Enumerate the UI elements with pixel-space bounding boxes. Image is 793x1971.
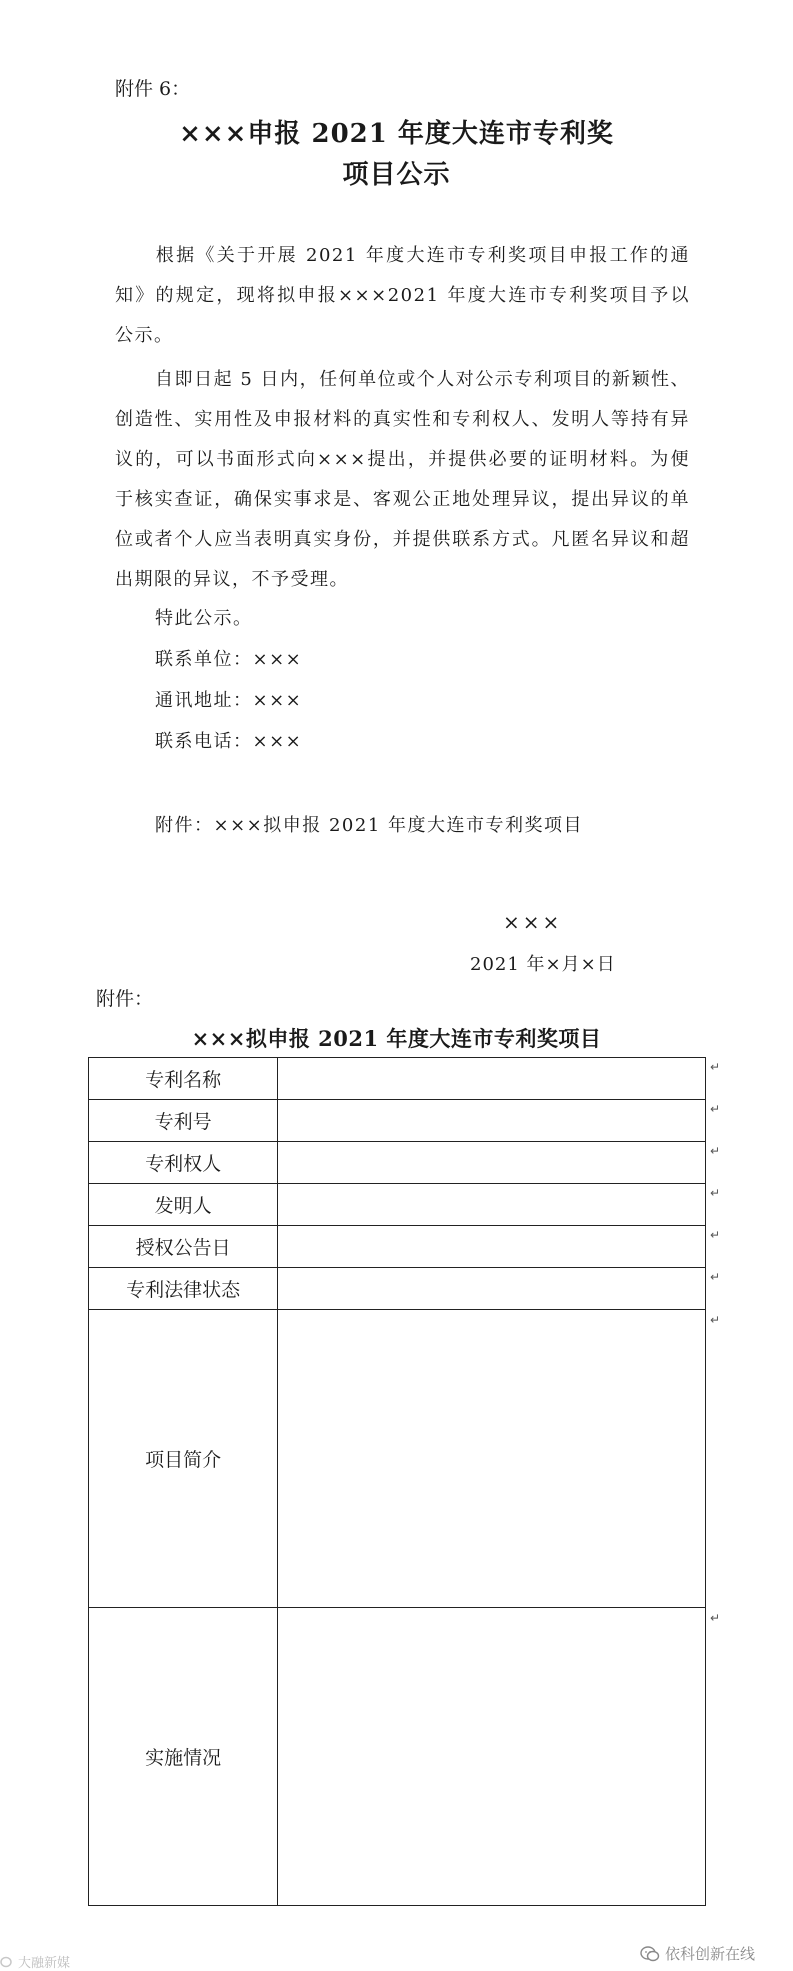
row-label-inventor: 发明人 xyxy=(89,1184,278,1226)
table-row xyxy=(89,1142,706,1184)
attachment-label: 附件 6： xyxy=(115,78,191,100)
table-row xyxy=(89,1608,706,1906)
paragraph-objection xyxy=(115,360,690,600)
paragraph-intro xyxy=(115,236,690,356)
row-label-patent-number: 专利号 xyxy=(89,1100,278,1142)
contact-unit: 联系单位：××× xyxy=(155,649,303,670)
signature-org: ××× xyxy=(503,910,563,934)
row-label-project-intro: 项目简介 xyxy=(89,1310,278,1608)
watermark-right-text: 依科创新在线 xyxy=(665,1945,756,1963)
wechat-icon xyxy=(640,1945,660,1963)
document-subtitle: 项目公示 xyxy=(342,160,451,190)
row-value-patent-number xyxy=(278,1100,706,1142)
table-row xyxy=(89,1100,706,1142)
watermark-right xyxy=(640,1943,755,1964)
row-value-patentee xyxy=(278,1142,706,1184)
patent-info-table xyxy=(88,1057,706,1906)
row-label-grant-date: 授权公告日 xyxy=(89,1226,278,1268)
paragraph-objection-text: 自即日起 5 日内，任何单位或个人对公示专利项目的新颖性、创造性、实用性及申报材料的真实性和专利权人、发明人等持有异议的，可以书面形式向×××提出，并提供必要的证明材料。为便于核实查证，确保实事求是、客观公正地处理异议，提出异议的单位或者个人应当表明真实身份，并提供联系方式。凡匿名异议和超出期限的异议，不予受理。 xyxy=(115,369,690,590)
paragraph-mark: ↵ xyxy=(710,1060,721,1074)
signature-date: 2021 年×月×日 xyxy=(470,954,616,975)
row-value-project-intro xyxy=(278,1310,706,1608)
attachment-note: 附件：×××拟申报 2021 年度大连市专利奖项目 xyxy=(155,815,583,836)
paragraph-mark: ↵ xyxy=(710,1228,721,1242)
table-row xyxy=(89,1226,706,1268)
table-row xyxy=(89,1268,706,1310)
row-label-legal-status: 专利法律状态 xyxy=(89,1268,278,1310)
paragraph-intro-text: 根据《关于开展 2021 年度大连市专利奖项目申报工作的通知》的规定，现将拟申报×××2021 年度大连市专利奖项目予以公示。 xyxy=(115,245,690,346)
row-value-implementation xyxy=(278,1608,706,1906)
row-value-inventor xyxy=(278,1184,706,1226)
contact-address: 通讯地址：××× xyxy=(155,690,303,711)
watermark-left-text: 大融新媒 xyxy=(18,1956,71,1971)
wechat-logo-icon xyxy=(0,1956,16,1968)
row-value-legal-status xyxy=(278,1268,706,1310)
attachment-label-2: 附件： xyxy=(96,988,154,1010)
paragraph-mark: ↵ xyxy=(710,1313,721,1327)
row-label-patent-name: 专利名称 xyxy=(89,1058,278,1100)
paragraph-mark: ↵ xyxy=(710,1611,721,1625)
row-value-grant-date xyxy=(278,1226,706,1268)
document-title: ×××申报 2021 年度大连市专利奖 xyxy=(179,119,614,149)
contact-phone: 联系电话：××× xyxy=(155,731,303,752)
paragraph-mark: ↵ xyxy=(710,1102,721,1116)
paragraph-mark: ↵ xyxy=(710,1270,721,1284)
table-row xyxy=(89,1184,706,1226)
table-title: ×××拟申报 2021 年度大连市专利奖项目 xyxy=(191,1026,602,1051)
paragraph-mark: ↵ xyxy=(710,1186,721,1200)
paragraph-mark: ↵ xyxy=(710,1144,721,1158)
notice-end: 特此公示。 xyxy=(155,608,253,629)
table-row xyxy=(89,1058,706,1100)
table-row xyxy=(89,1310,706,1608)
watermark-left xyxy=(0,1952,70,1971)
row-value-patent-name xyxy=(278,1058,706,1100)
row-label-patentee: 专利权人 xyxy=(89,1142,278,1184)
row-label-implementation: 实施情况 xyxy=(89,1608,278,1906)
